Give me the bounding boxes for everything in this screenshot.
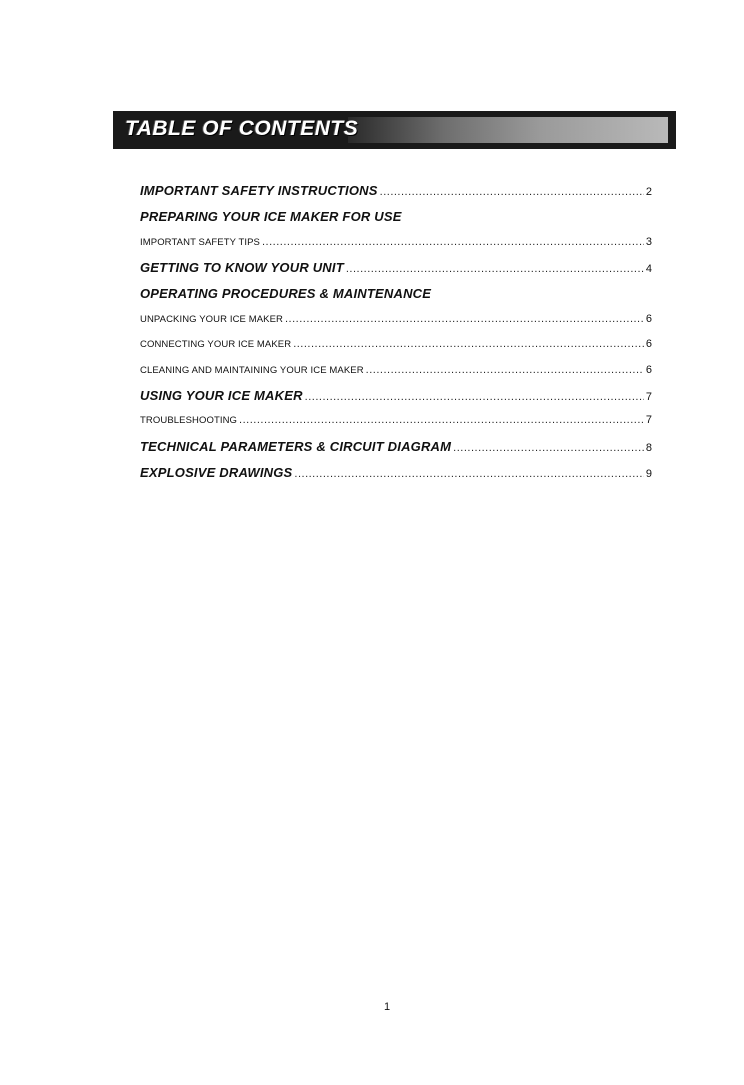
toc-page-number: 7: [645, 391, 652, 403]
toc-entry-label: UNPACKING YOUR ICE MAKER: [140, 314, 283, 325]
toc-page-number: 4: [645, 263, 652, 275]
toc-entry-troubleshooting[interactable]: [140, 414, 652, 426]
toc-entry-safety-instructions[interactable]: [140, 183, 652, 198]
toc-entry-label: USING YOUR ICE MAKER: [140, 388, 303, 403]
toc-page-number: 8: [645, 442, 652, 454]
toc-leader-dots: [239, 414, 644, 426]
toc-leader-dots: [262, 236, 644, 248]
toc-entry-unpacking[interactable]: [140, 313, 652, 325]
toc-section-heading-operating: OPERATING PROCEDURES & MAINTENANCE: [140, 286, 432, 301]
toc-entry-cleaning[interactable]: [140, 364, 652, 376]
toc-entry-label: IMPORTANT SAFETY INSTRUCTIONS: [140, 183, 378, 198]
toc-leader-dots: [294, 468, 643, 480]
toc-entry-label: GETTING TO KNOW YOUR UNIT: [140, 260, 344, 275]
toc-page-number: 6: [645, 313, 652, 325]
toc-entry-technical[interactable]: [140, 439, 652, 454]
toc-leader-dots: [366, 364, 644, 376]
header-gradient: [348, 117, 668, 143]
toc-entry-label: EXPLOSIVE DRAWINGS: [140, 465, 293, 480]
toc-leader-dots: [453, 442, 644, 454]
toc-entry-explosive[interactable]: [140, 465, 652, 480]
toc-header-bar: [113, 111, 676, 149]
toc-leader-dots: [293, 338, 644, 350]
toc-leader-dots: [380, 186, 644, 198]
toc-entry-label: CLEANING AND MAINTAINING YOUR ICE MAKER: [140, 365, 364, 376]
toc-leader-dots: [285, 313, 644, 325]
toc-page-number: 6: [645, 338, 652, 350]
toc-leader-dots: [346, 263, 644, 275]
toc-entry-getting-to-know[interactable]: [140, 260, 652, 275]
toc-entry-safety-tips[interactable]: [140, 236, 652, 248]
toc-title: TABLE OF CONTENTS: [125, 117, 359, 140]
toc-page-number: 9: [645, 468, 652, 480]
toc-page-number: 3: [645, 236, 652, 248]
toc-page-number: 7: [645, 414, 652, 426]
toc-page-number: 6: [645, 364, 652, 376]
toc-entry-label: IMPORTANT SAFETY TIPS: [140, 237, 260, 248]
page-number: 1: [384, 1001, 391, 1013]
toc-leader-dots: [305, 391, 644, 403]
toc-entry-label: TECHNICAL PARAMETERS & CIRCUIT DIAGRAM: [140, 439, 452, 454]
toc-section-heading-preparing: PREPARING YOUR ICE MAKER FOR USE: [140, 209, 402, 224]
toc-entry-label: CONNECTING YOUR ICE MAKER: [140, 339, 292, 350]
toc-page-number: 2: [645, 186, 652, 198]
toc-entry-connecting[interactable]: [140, 338, 652, 350]
toc-entry-label: TROUBLESHOOTING: [140, 415, 238, 426]
toc-entry-using[interactable]: [140, 388, 652, 403]
